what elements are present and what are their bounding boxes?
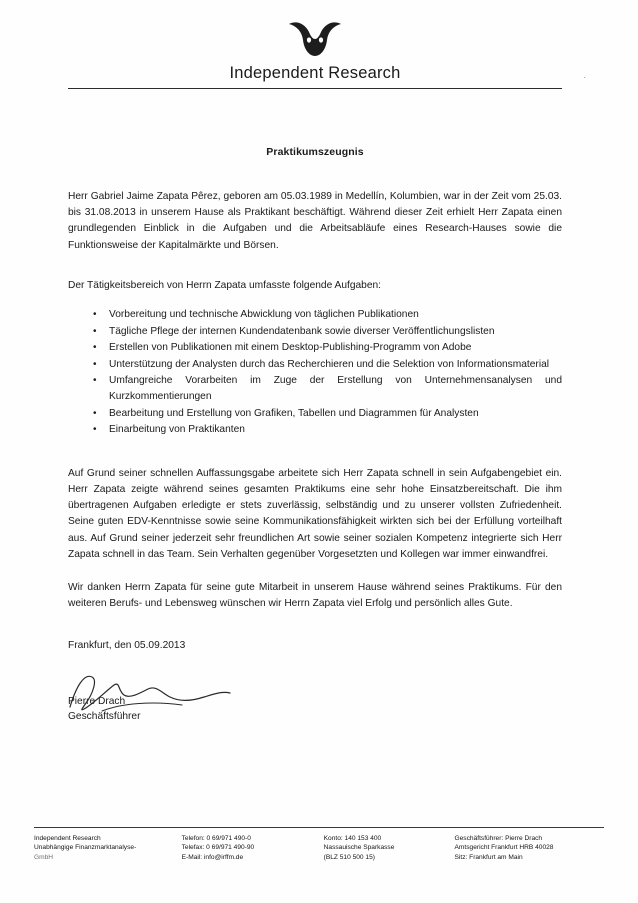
footer-column-legal	[455, 834, 604, 862]
signature-block	[68, 695, 562, 724]
footer-rule	[34, 827, 604, 828]
list-item: • Umfangreiche Vorarbeiten im Zuge der Erstellung von Unternehmensanalysen und Kurzkommentierungen	[68, 373, 562, 404]
bull-head-logo-icon	[283, 18, 347, 62]
footer-line: E-Mail: info@irffm.de	[181, 853, 244, 861]
letterhead-rule	[68, 88, 562, 89]
footer-column-bank	[324, 834, 455, 862]
footer-line: Amtsgericht Frankfurt HRB 40028	[454, 844, 554, 852]
footer-line: Sitz: Frankfurt am Main	[454, 853, 523, 861]
footer-column-company	[34, 834, 182, 862]
assessment-paragraph: Auf Grund seiner schnellen Auffassungsgabe arbeitete sich Herr Zapata schnell in sein Aufgabengebiet ein. Herr Zapata zeigte während seines gesamten Praktikums eine sehr hohe Einsatzbereitschaft. Die ihm übertragenen Aufgaben erledigte er stets zuverlässig, selbständig und zu unserer vollsten Zufriedenheit. Seine guten EDV-Kenntnisse sowie seine Kommunikationsfähigkeit wirkten sich bei der Erfüllung vorteilhaft aus. Auf Grund seiner jederzeit sehr freundlichen Art sowie seiner sozialen Kompetenz integrierte sich Herr Zapata schnell in das Team. Sein Verhalten gegenüber Vorgesetzten und Kollegen war immer einwandfrei.	[68, 467, 562, 560]
list-item: • Erstellen von Publikationen mit einem Desktop-Publishing-Programm von Adobe	[68, 340, 562, 356]
list-item: • Einarbeitung von Praktikanten	[68, 422, 562, 438]
signature-role: Geschäftsführer	[68, 710, 141, 722]
list-item: • Bearbeitung und Erstellung von Grafiken, Tabellen und Diagrammen für Analysten	[68, 406, 562, 422]
closing-paragraph: Wir danken Herrn Zapata für seine gute Mitarbeit in unserem Hause während seines Praktikums. Für den weiteren Berufs- und Lebensweg wünschen wir Herrn Zapata viel Erfolg und persönlich alles Gute.	[68, 581, 562, 610]
letterhead	[68, 18, 562, 89]
footer-line: Konto: 140 153 400	[323, 835, 382, 842]
tasks-list	[68, 307, 562, 438]
list-item: • Tägliche Pflege der internen Kundendatenbank sowie diverser Veröffentlichungslisten	[68, 324, 562, 340]
corner-mark: .	[583, 70, 586, 80]
footer-line: Nassauische Sparkasse	[323, 844, 395, 852]
page-title: Praktikumszeugnis	[266, 146, 364, 158]
list-item: • Vorbereitung und technische Abwicklung von täglichen Publikationen	[68, 307, 562, 323]
place-date: Frankfurt, den 05.09.2013	[68, 640, 186, 652]
footer-line: (BLZ 510 500 15)	[323, 853, 375, 861]
document-body	[68, 146, 562, 724]
footer-line: Unabhängige Finanzmarktanalyse-	[34, 844, 137, 852]
footer-line: Telefax: 0 69/971 490-90	[181, 844, 255, 852]
signature-name: Pierre Drach	[68, 696, 126, 708]
footer-line: GmbH	[34, 853, 54, 861]
footer	[34, 834, 604, 862]
footer-column-contact	[182, 834, 324, 862]
tasks-lead: Der Tätigkeitsbereich von Herrn Zapata umfasste folgende Aufgaben:	[68, 279, 381, 291]
footer-line: Telefon: 0 69/971 490-0	[181, 835, 251, 842]
list-item: • Unterstützung der Analysten durch das Recherchieren und die Selektion von Informationsmaterial	[68, 357, 562, 373]
footer-line: Independent Research	[34, 835, 101, 842]
footer-line: Geschäftsführer: Pierre Drach	[454, 835, 543, 842]
intro-paragraph: Herr Gabriel Jaime Zapata Pêrez, geboren am 05.03.1989 in Medellín, Kolumbien, war in der Zeit vom 25.03. bis 31.08.2013 in unserem Hause als Praktikant beschäftigt. Während dieser Zeit erhielt Herr Zapata einen grundlegenden Einblick in die Aufgaben und die Arbeitsabläufe eines Research-Hauses sowie die Funktionsweise der Kapitalmärkte und Börsen.	[68, 191, 562, 251]
company-name: Independent Research	[229, 64, 401, 82]
